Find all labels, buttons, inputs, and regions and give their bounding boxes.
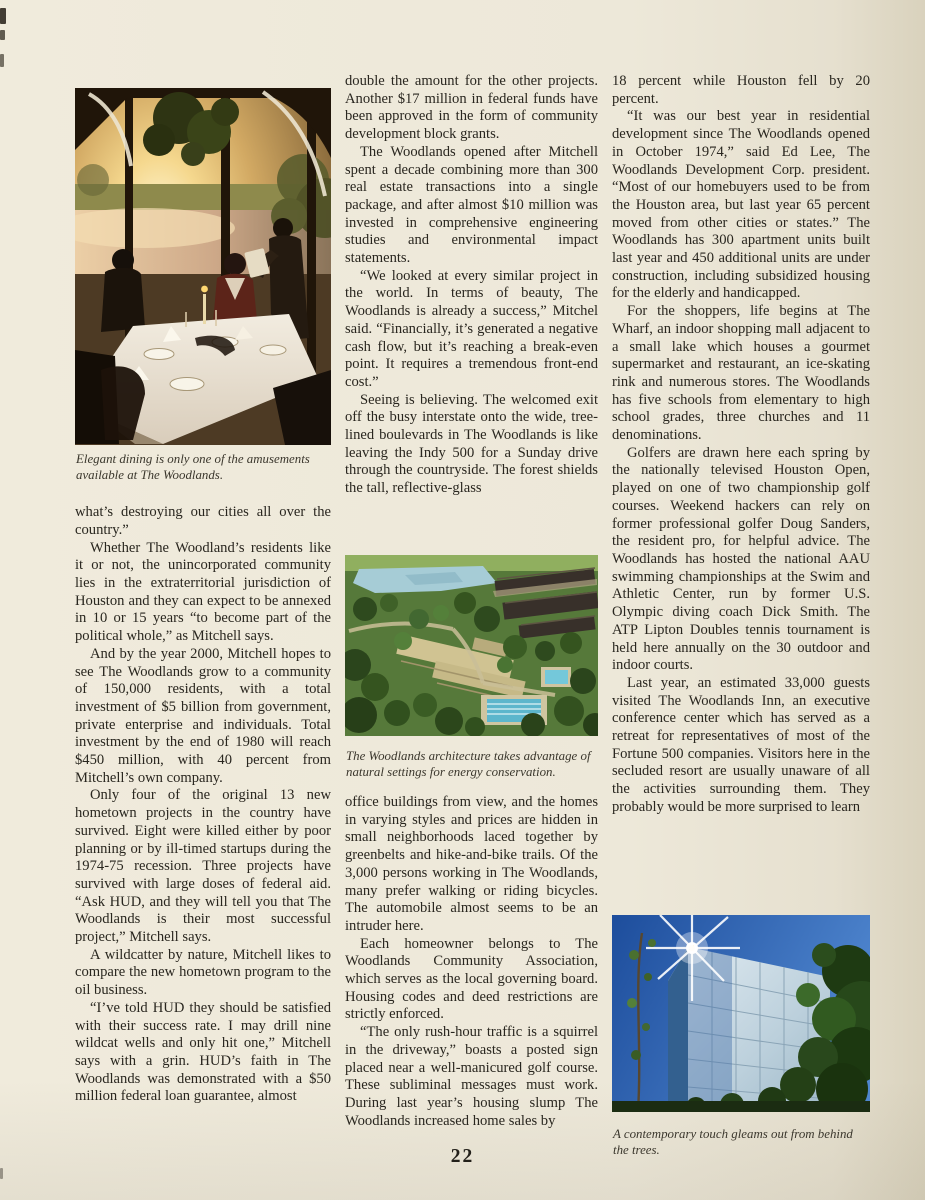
paragraph: A wildcatter by nature, Mitchell likes to compare the new hometown program to the oil business. xyxy=(75,946,331,999)
paragraph: what’s destroying our cities all over the country.” xyxy=(75,504,331,538)
paragraph: And by the year 2000, Mitchell hopes to see The Woodlands grow to a community of 150,000 residents, with a total investment of $5 billion from government, private enterprise and individuals. Total investment by the end of 1980 will reach $450 million, with 40 percent from Mitchell’s own company. xyxy=(75,645,331,786)
paragraph: Last year, an estimated 33,000 guests visited The Woodlands Inn, an executive conference center which has served as a retreat for representatives of most of the Fortune 500 companies. Visitors here in the secluded resort are usually unaware of all the activities surrounding them. They probably would be more surprised to learn xyxy=(612,674,870,815)
paragraph: Golfers are drawn here each spring by the nationally televised Houston Open, played on one of two championship golf courses. Weekend hackers can rely on former professional golfer Doug Sanders, the resident pro, for helpful advice. The Woodlands has hosted the national AAU swimming championships at the Swim and Athletic Center, run by former U.S. Olympic diving coach Dick Smith. The ATP Lipton Doubles tennis tournament is held here annually on the 30 outdoor and indoor courts. xyxy=(612,444,870,674)
left-column-text xyxy=(75,504,331,1106)
paragraph: Each homeowner belongs to The Woodlands Community Association, which serves as the local governing board. Housing codes and deed restrictions are strictly enforced. xyxy=(345,935,598,1023)
paragraph: double the amount for the other projects. Another $17 million in federal funds have been approved in the form of community development block grants. xyxy=(345,73,598,143)
middle-column-text-bottom xyxy=(345,794,598,1130)
building-photo-caption: A contemporary touch gleams out from behind the trees. xyxy=(613,1127,853,1157)
building-photo-illustration xyxy=(612,915,870,1112)
page-number: 22 xyxy=(450,1146,475,1167)
scan-edge-mark xyxy=(0,30,5,40)
dining-photo-caption: Elegant dining is only one of the amusements available at The Woodlands. xyxy=(76,452,310,482)
dining-photo-illustration xyxy=(75,88,331,445)
building-photo xyxy=(612,915,870,1112)
paragraph: “It was our best year in residential development since The Woodlands opened in October 1974,” said Ed Lee, The Woodlands Development Corp. president. “Most of our homebuyers used to be from the Houston area, but last year 65 percent moved from other cities or states.” The Woodlands has 300 apartment units built last year and 450 additional units are under construction, including subsidized housing for the elderly and handicapped. xyxy=(612,108,870,302)
right-column-text xyxy=(612,73,870,817)
paragraph: “The only rush-hour traffic is a squirrel in the driveway,” boasts a posted sign placed near a well-manicured golf course. These subliminal messages must work. During last year’s housing slump The Woodlands increased home sales by xyxy=(345,1024,598,1129)
paragraph: 18 percent while Houston fell by 20 percent. xyxy=(612,73,870,107)
column-right xyxy=(612,73,870,1157)
paragraph: office buildings from view, and the homes in varying styles and prices are hidden in small neighborhoods laced together by greenbelts and hike-and-bike trails. Of the 3,000 persons working in The Woodlands, many prefer walking or riding bicycles. The automobile almost seems to be an intruder here. xyxy=(345,794,598,934)
column-left xyxy=(75,88,331,1106)
aerial-photo xyxy=(345,555,598,736)
column-middle xyxy=(345,73,598,1129)
scan-edge-mark xyxy=(0,54,4,67)
paragraph: “We looked at every similar project in the world. In terms of beauty, The Woodlands is already a success,” Mitchel said. “Financially, it’s generated a negative cash flow, but it’s reaching a break-even point. It requires a tremendous front-end cost.” xyxy=(345,267,598,390)
dining-photo xyxy=(75,88,331,445)
paragraph: The Woodlands opened after Mitchell spent a decade combining more than 300 real estate transactions into a single package, and after almost $10 million was invested in comprehensive engineering studies and environmental impact statements. xyxy=(345,143,598,267)
paragraph: Seeing is believing. The welcomed exit off the busy interstate onto the wide, tree-lined boulevards in The Woodlands is like leaving the Indy 500 for a Sunday drive through the countryside. The forest shields the tall, reflective-glass xyxy=(345,391,598,497)
scan-edge-mark xyxy=(0,1168,3,1179)
paragraph: “I’ve told HUD they should be satisfied with their success rate. I may drill nine wildcat wells and only hit one,” Mitchell says with a grin. HUD’s faith in The Woodlands was demonstrated with a $50 million federal loan guarantee, almost xyxy=(75,999,331,1105)
paragraph: Only four of the original 13 new hometown projects in the country have survived. Eight were killed either by poor planning or by ill-timed startups during the 1974-75 recession. Three projects have survived with large doses of federal aid. “Ask HUD, and they will tell you that The Woodlands is their most successful project,” Mitchell says. xyxy=(75,787,331,946)
middle-column-text-top xyxy=(345,73,598,498)
aerial-photo-caption: The Woodlands architecture takes advantage of natural settings for energy conservation. xyxy=(346,749,591,779)
paragraph: Whether The Woodland’s residents like it or not, the unincorporated community lies in the extraterritorial jurisdiction of Houston and they can expect to be annexed in 10 or 15 years “to become part of the political whole,” as Mitchell says. xyxy=(75,539,331,645)
aerial-photo-illustration xyxy=(345,555,598,736)
scan-edge-mark xyxy=(0,8,6,24)
paragraph: For the shoppers, life begins at The Wharf, an indoor shopping mall adjacent to a small lake which houses a gourmet supermarket and restaurant, an ice-skating rink and numerous stores. The Woodlands has five schools from elementary to high school grades, three churches and 11 denominations. xyxy=(612,303,870,444)
